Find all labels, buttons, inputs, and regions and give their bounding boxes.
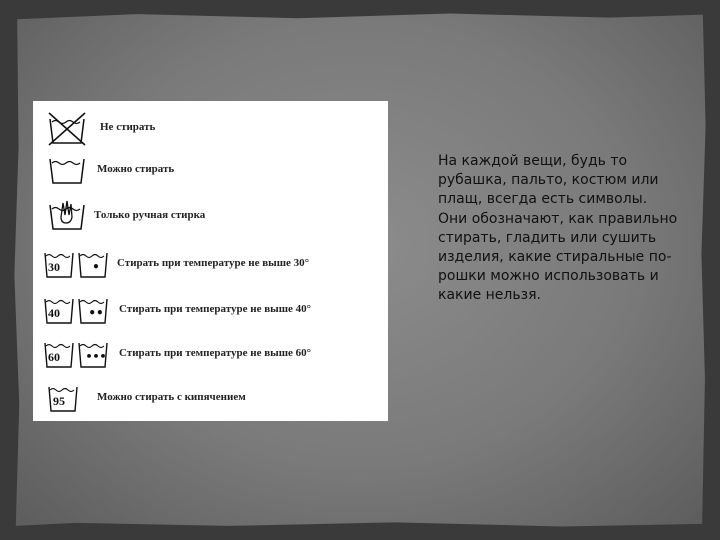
temperature-dots: ••• xyxy=(85,350,107,363)
temperature-value: 95 xyxy=(53,394,65,408)
washable-icon xyxy=(47,155,87,191)
symbol-row xyxy=(33,107,388,147)
wash-60-icon xyxy=(43,339,109,371)
laundry-symbols-panel xyxy=(33,101,388,421)
symbol-label: Стирать при температуре не выше 40° xyxy=(119,303,312,315)
do-not-wash-icon xyxy=(47,111,87,147)
symbol-row xyxy=(33,245,388,285)
temperature-value: 40 xyxy=(48,306,60,320)
temperature-value: 60 xyxy=(48,350,60,364)
temperature-value: 30 xyxy=(48,260,60,274)
wash-95-icon xyxy=(47,383,79,415)
symbol-row xyxy=(33,191,388,231)
symbol-label: Можно стирать с кипячением xyxy=(97,391,246,403)
symbol-label: Не стирать xyxy=(100,121,156,133)
wash-30-icon xyxy=(43,249,109,281)
symbol-row xyxy=(33,151,388,191)
hand-wash-only-icon xyxy=(47,195,87,235)
symbol-label: Можно стирать xyxy=(97,163,175,175)
temperature-dots: •• xyxy=(88,306,104,320)
temperature-dots: • xyxy=(92,260,100,274)
body-text: На каждой вещи, будь то рубашка, пальто, костюм или плащ, всегда есть символы. Они обозначают, как правильно стирать, гладить или сушить изделия, какие стиральные по-рошки можно использовать и какие нельзя. xyxy=(438,153,678,304)
symbol-row xyxy=(33,379,388,419)
symbol-label: Стирать при температуре не выше 60° xyxy=(119,347,312,359)
wash-40-icon xyxy=(43,295,109,327)
symbol-row xyxy=(33,335,388,375)
symbol-label: Только ручная стирка xyxy=(94,209,206,221)
symbol-row xyxy=(33,291,388,331)
symbol-label: Стирать при температуре не выше 30° xyxy=(117,257,310,269)
